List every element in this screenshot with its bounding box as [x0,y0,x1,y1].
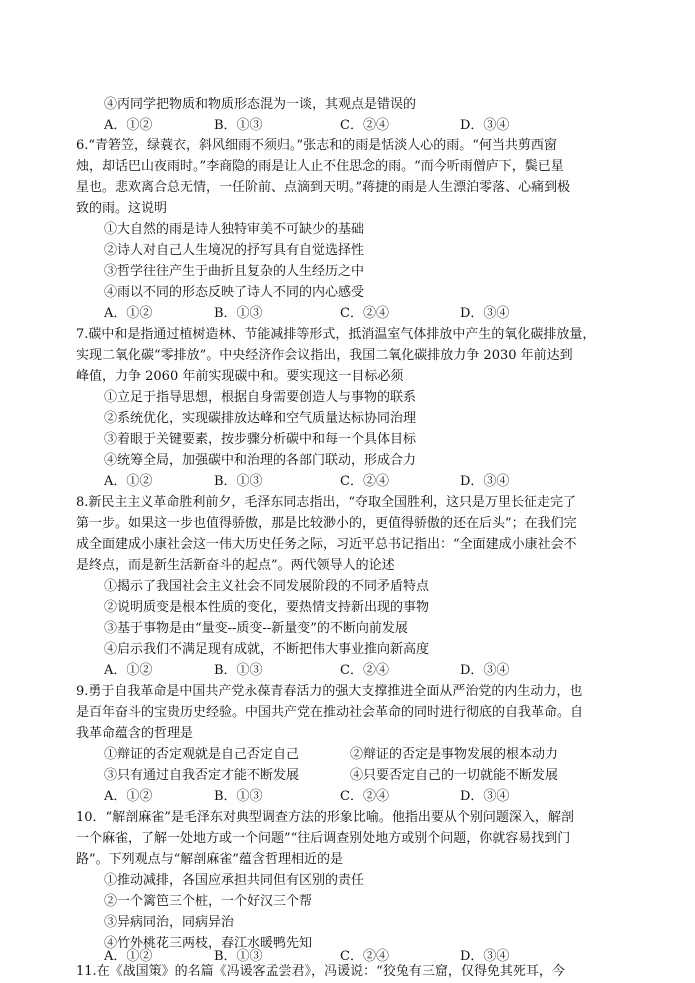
q8-stem-line-1: 8.新民主主义革命胜利前夕，毛泽东同志指出，“夺取全国胜利，这只是万里长征走完了 [76,495,577,510]
choice-b: B．①③ [214,789,263,804]
q8-option-2: ②说明质变是根本性质的变化，要热情支持新出现的事物 [104,600,430,615]
choice-a: A．①② [104,118,153,133]
q6-option-4: ④雨以不同的形态反映了诗人不同的内心感受 [104,285,365,300]
q7-option-4: ④统筹全局，加强碳中和治理的各部门联动，形成合力 [104,453,417,468]
choice-b: B．①③ [214,306,263,321]
q8-option-4: ④启示我们不满足现有成就，不断把伟大事业推向新高度 [104,642,430,657]
choice-a: A．①② [104,663,153,678]
q8-stem-line-4: 是终点，而是新生活新奋斗的起点”。两代领导人的论述 [76,558,395,573]
q8-stem-line-3: 成全面建成小康社会这一伟大历史任务之际，习近平总书记指出：“全面建成小康社会不 [76,537,577,552]
q9-stem-line-2: 是百年奋斗的宝贵历史经验。中国共产党在推动社会革命的同时进行彻底的自我革命。自 [76,705,584,720]
choice-b: B．①③ [214,949,263,964]
choice-c: C．②④ [340,306,389,321]
q7-option-1: ①立足于指导思想，根据自身需要创造人与事物的联系 [104,390,417,405]
q9-stem-line-1: 9.勇于自我革命是中国共产党永葆青春活力的强大支撑推进全面从严治党的内生动力，也 [76,684,583,699]
choice-d: D．③④ [460,474,510,489]
q9-option-2: ②辩证的否定是事物发展的根本动力 [350,747,559,762]
q8-option-1: ①揭示了我国社会主义社会不同发展阶段的不同矛盾特点 [104,579,430,594]
q9-stem-line-3: 我革命蕴含的哲理是 [76,726,194,741]
prev-question-option-4: ④丙同学把物质和物质形态混为一谈，其观点是错误的 [104,97,417,112]
choice-b: B．①③ [214,663,263,678]
q7-option-2: ②系统优化，实现碳排放达峰和空气质量达标协同治理 [104,411,417,426]
q7-option-3: ③着眼于关键要素，按步骤分析碳中和每一个具体目标 [104,432,417,447]
choice-a: A．①② [104,306,153,321]
q6-option-1: ①大自然的雨是诗人独特审美不可缺少的基础 [104,222,365,237]
choice-b: B．①③ [214,118,263,133]
q6-stem-line-2: 烛，却话巴山夜雨时。”李商隐的雨是让人止不住思念的雨。“而今听雨僧庐下，鬓已星 [76,159,564,174]
q9-option-1: ①辩证的否定观就是自己否定自己 [104,747,300,762]
q10-stem-line-3: 路”。下列观点与“解剖麻雀”蕴含哲理相近的是 [76,852,343,867]
choice-b: B．①③ [214,474,263,489]
q7-stem-line-2: 实现二氧化碳“零排放”。中央经济作会议指出，我国二氧化碳排放力争 2030 年前达到 [76,348,573,363]
choice-d: D．③④ [460,789,510,804]
q10-option-1: ①推动减排，各国应承担共同但有区别的责任 [104,873,365,888]
q6-option-2: ②诗人对自己人生境况的抒写具有自觉选择性 [104,243,365,258]
q10-option-3: ③异病同治，同病异治 [104,915,235,930]
q10-option-2: ②一个篱笆三个桩，一个好汉三个帮 [104,894,313,909]
choice-c: C．②④ [340,474,389,489]
choice-d: D．③④ [460,118,510,133]
q6-stem-line-4: 致的雨。这说明 [76,201,168,216]
q8-stem-line-2: 第一步。如果这一步也值得骄傲，那是比较渺小的，更值得骄傲的还在后头”；在我们完 [76,516,577,531]
q6-option-3: ③哲学往往产生于曲折且复杂的人生经历之中 [104,264,365,279]
q10-stem-line-1: 10．“解剖麻雀”是毛泽东对典型调查方法的形象比喻。他指出要从个别问题深入，解剖 [76,810,574,825]
choice-a: A．①② [104,949,153,964]
q6-stem-line-3: 星也。悲欢离合总无情，一任阶前、点滴到天明。”蒋捷的雨是人生漂泊零落、心痛到极 [76,180,571,195]
choice-c: C．②④ [340,663,389,678]
choice-a: A．①② [104,789,153,804]
choice-a: A．①② [104,474,153,489]
q10-option-4: ④竹外桃花三两枝，春江水暖鸭先知 [104,936,313,951]
q7-stem-line-3: 峰值，力争 2060 年前实现碳中和。要实现这一目标必须 [76,369,404,384]
choice-d: D．③④ [460,949,510,964]
q11-stem-line-1: 11.在《战国策》的名篇《冯谖客孟尝君》，冯谖说：“狡兔有三窟，仅得免其死耳，今 [76,964,565,979]
q7-stem-line-1: 7.碳中和是指通过植树造林、节能减排等形式，抵消温室气体排放中产生的氧化碳排放量， [76,327,596,342]
q9-option-4: ④只要否定自己的一切就能不断发展 [350,768,559,783]
choice-c: C．②④ [340,118,389,133]
choice-d: D．③④ [460,663,510,678]
q10-stem-line-2: 一个麻雀，了解一处地方或一个问题”“往后调查别处地方或别个问题，你就容易找到门 [76,831,571,846]
choice-c: C．②④ [340,949,389,964]
choice-c: C．②④ [340,789,389,804]
q8-option-3: ③基于事物是由“量变--质变--新量变”的不断向前发展 [104,621,408,636]
choice-d: D．③④ [460,306,510,321]
q6-stem-line-1: 6.“青箬笠，绿蓑衣，斜风细雨不须归。”张志和的雨是恬淡人心的雨。“何当共剪西窗 [76,138,557,153]
q9-option-3: ③只有通过自我否定才能不断发展 [104,768,300,783]
